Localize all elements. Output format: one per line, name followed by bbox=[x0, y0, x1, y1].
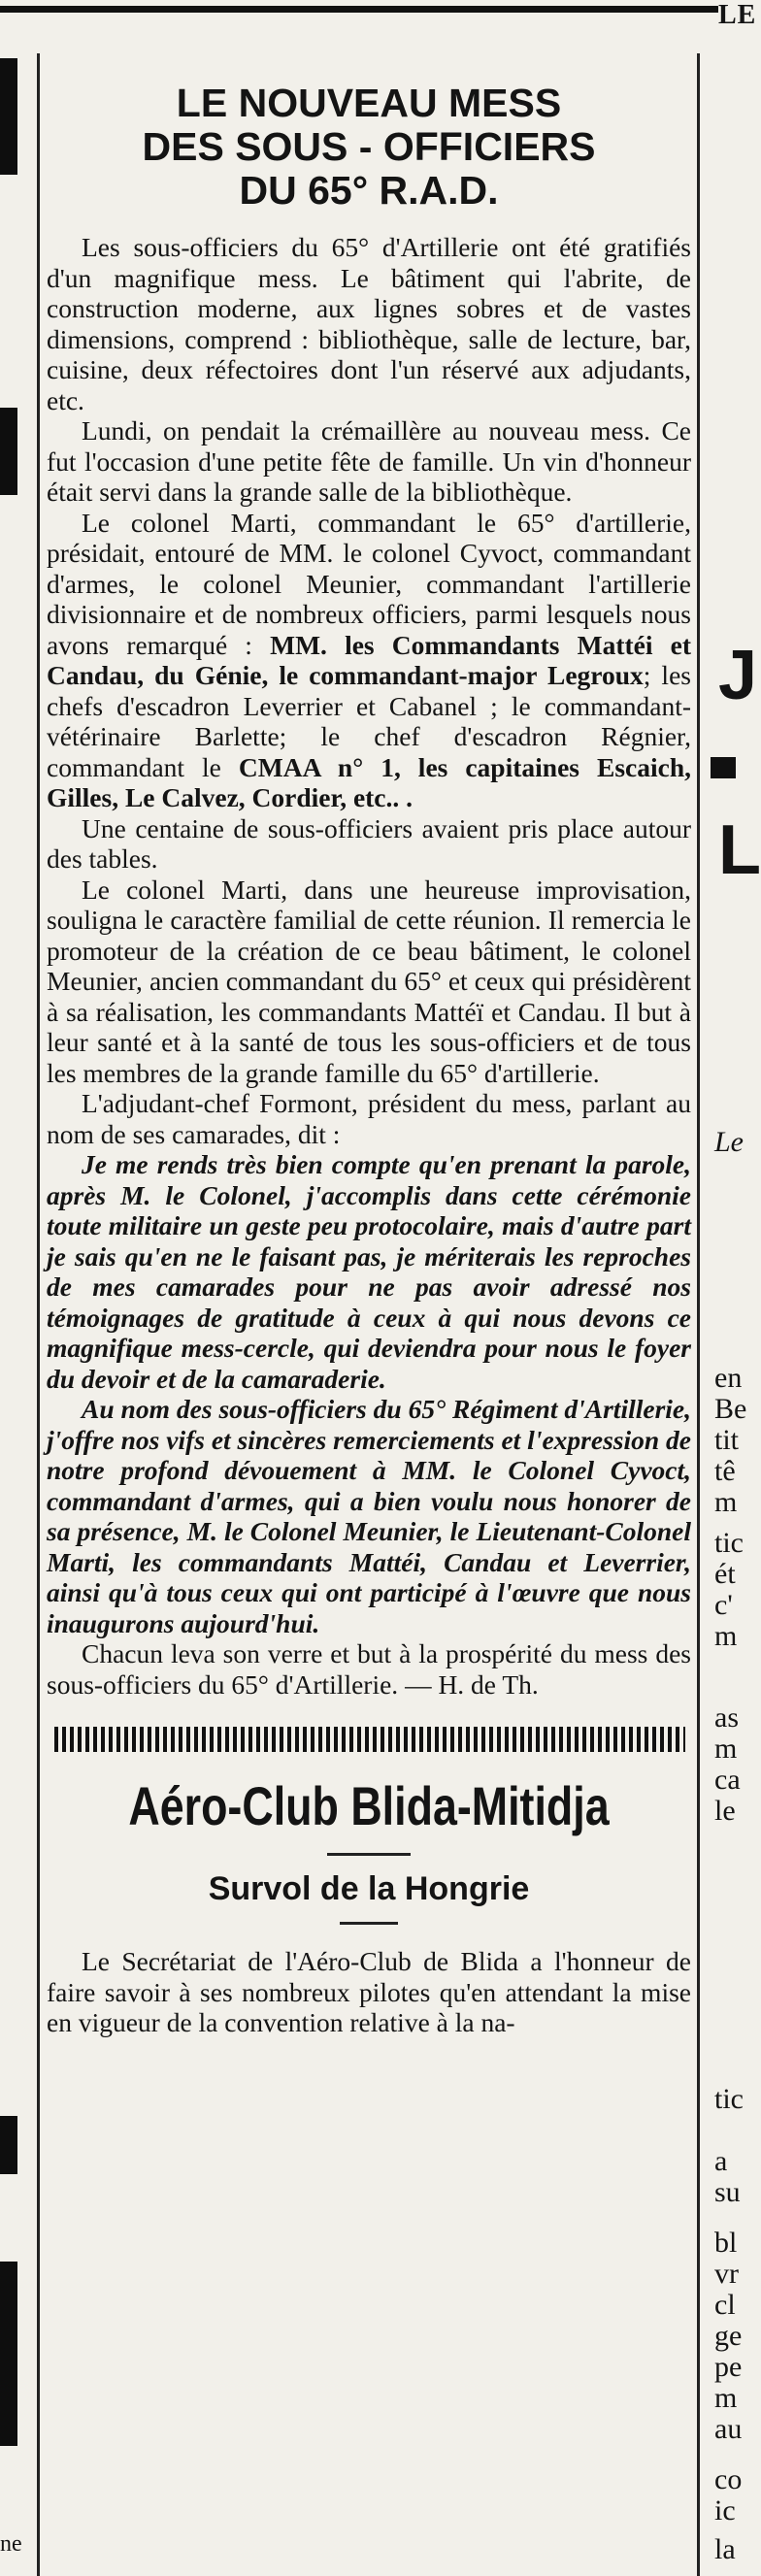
club-subtitle: Survol de la Hongrie bbox=[208, 1870, 530, 1907]
edge-text-fragment: c' bbox=[714, 1589, 733, 1621]
headline-line: DES SOUS - OFFICIERS bbox=[142, 124, 596, 169]
article-paragraph: Lundi, on pendait la crémaillère au nouveau mess. Ce fut l'occasion d'une petite fête de famille. Un vin d'honneur était servi dans la grande salle de la bibliothèque. bbox=[47, 415, 691, 507]
club-title: Aéro-Club Blida-Mitidja bbox=[128, 1775, 610, 1836]
headline-line: LE NOUVEAU MESS bbox=[176, 81, 562, 125]
edge-text-fragment: Le bbox=[714, 1126, 744, 1158]
left-margin-strip bbox=[0, 0, 21, 2576]
paragraph-text: ; les chefs d'escadron Leverrier et Cabanel ; le commandant-vétérinaire Barlette; le chef d'escadron Régnier, commandant le bbox=[47, 660, 691, 782]
adjacent-column-fragments bbox=[703, 0, 761, 2576]
edge-text-fragment: m bbox=[714, 1486, 738, 1518]
article-body bbox=[47, 232, 691, 1700]
column-rule-right bbox=[697, 53, 700, 2576]
article-paragraph: Les sous-officiers du 65° d'Artillerie ont été gratifiés d'un magnifique mess. Le bâtiment qui l'abrite, de construction moderne, aux lignes sobres et de vastes dimensions, comprend : bibliothèque, salle de lecture, bar, cuisine, deux réfectoires dont l'un réservé aux adjudants, etc. bbox=[47, 232, 691, 415]
subtitle-rule bbox=[340, 1922, 398, 1925]
article-headline bbox=[47, 82, 691, 213]
article-paragraph: Une centaine de sous-officiers avaient pris place autour des tables. bbox=[47, 812, 691, 874]
title-rule bbox=[327, 1853, 411, 1856]
edge-text-fragment: ic bbox=[714, 2494, 736, 2526]
left-edge-bar bbox=[0, 408, 17, 495]
article-paragraph: Le Secrétariat de l'Aéro-Club de Blida a l'honneur de faire savoir à ses nombreux pilotes qu'en attendant la mise en vigueur de la convention relative à la na- bbox=[47, 1946, 691, 2037]
edge-text-fragment: tit bbox=[714, 1424, 740, 1456]
speech-quote: Je me rends très bien compte qu'en prenant la parole, après M. le Colonel, j'accomplis dans cette cérémonie toute militaire un geste peu protocolaire, mais d'autre part je sais qu'en ne le faisant pas, je mériterais les reproches de mes camarades pour ne pas avoir adressé nos témoignages de gratitude à ceux à qui nous devons ce magnifique mess-cercle, qui deviendra pour nous le foyer du devoir et de la camaraderie. bbox=[47, 1149, 691, 1394]
adjacent-column-header-fragment: LE bbox=[718, 0, 757, 30]
top-rule bbox=[0, 6, 718, 13]
edge-text-fragment: Be bbox=[714, 1393, 747, 1425]
article-paragraph: L'adjudant-chef Formont, président du mess, parlant au nom de ses camarades, dit : bbox=[47, 1088, 691, 1149]
paragraph-text: Chacun leva son verre et but à la prospérité du mess des sous-officiers du 65° d'Artillerie. bbox=[47, 1638, 691, 1700]
left-edge-bar bbox=[0, 2262, 17, 2446]
edge-text-fragment: J bbox=[718, 637, 758, 714]
column-rule-left bbox=[37, 53, 40, 2576]
edge-text-fragment: m bbox=[714, 1733, 738, 1765]
edge-text-fragment: en bbox=[714, 1362, 743, 1394]
edge-text-fragment: m bbox=[714, 2382, 738, 2414]
edge-text-fragment: tê bbox=[714, 1455, 736, 1487]
edge-text-fragment: a bbox=[714, 2145, 728, 2177]
edge-text-fragment: co bbox=[714, 2463, 743, 2495]
edge-text-fragment: pe bbox=[714, 2351, 743, 2383]
newspaper-column bbox=[47, 60, 691, 2038]
section-separator bbox=[54, 1727, 685, 1752]
left-edge-bar bbox=[0, 58, 17, 175]
edge-text-fragment: la bbox=[714, 2533, 736, 2565]
article-paragraph bbox=[47, 1638, 691, 1700]
edge-text-fragment: le bbox=[714, 1795, 736, 1827]
headline-line: DU 65° R.A.D. bbox=[239, 168, 499, 213]
edge-text-fragment: tic bbox=[714, 1527, 744, 1559]
paragraph-text: Le colonel Marti, commandant le 65° d'artillerie, présidait, entouré de MM. le colonel Cyvoct, commandant d'armes, le colonel Meunier, commandant l'artillerie divisionnaire et de nombreux officiers, parmi lesquels nous avons remarqué : bbox=[47, 507, 691, 660]
bold-names: CMAA n° 1, les capitaines Escaich, Gilles, Le Calvez, Cordier, etc.. . bbox=[47, 751, 692, 812]
edge-text-fragment: ca bbox=[714, 1764, 741, 1796]
edge-text-fragment: m bbox=[714, 1620, 738, 1652]
edge-text-fragment: as bbox=[714, 1701, 739, 1734]
edge-text-fragment: su bbox=[714, 2176, 741, 2208]
left-edge-bar bbox=[0, 2116, 17, 2174]
edge-text-fragment: L bbox=[718, 811, 761, 889]
article-paragraph bbox=[47, 508, 691, 813]
article-paragraph: Le colonel Marti, dans une heureuse improvisation, souligna le caractère familial de cette réunion. Il remercia le promoteur de la création de ce beau bâtiment, le colonel Meunier, ancien commandant du 65° et ceux qui présidèrent à sa réalisation, les commandants Mattéï et Candau. Il but à leur santé et à la santé de tous les sous-officiers et de tous les membres de la grande famille du 65° d'artillerie. bbox=[47, 874, 691, 1088]
speech-quote: Au nom des sous-officiers du 65° Régiment d'Artillerie, j'offre nos vifs et sincères remerciements et l'expression de notre profond dévouement à MM. le Colonel Cyvoct, commandant d'armes, qui a bien voulu nous honorer de sa présence, M. le Colonel Meunier, le Lieutenant-Colonel Marti, les commandants Mattéi, Candau et Leverrier, ainsi qu'à tous ceux qui ont participé à l'œuvre que nous inaugurons aujourd'hui. bbox=[47, 1394, 691, 1638]
bold-names: MM. les Commandants Mattéi et Candau, du Génie, le commandant-major Legroux bbox=[47, 629, 692, 690]
edge-text-fragment: ge bbox=[714, 2320, 743, 2352]
edge-text-fragment: cl bbox=[714, 2289, 736, 2321]
edge-text-fragment: au bbox=[714, 2413, 743, 2445]
club-body bbox=[47, 1946, 691, 2038]
edge-text-fragment: bl bbox=[714, 2227, 738, 2259]
edge-text-fragment: tic bbox=[714, 2083, 744, 2115]
edge-rule-fragment bbox=[711, 757, 736, 778]
article-signature: — H. de Th. bbox=[398, 1668, 539, 1700]
edge-text-fragment: vr bbox=[714, 2258, 739, 2290]
left-edge-text-fragment: ne bbox=[0, 2531, 22, 2557]
edge-text-fragment: ét bbox=[714, 1558, 736, 1590]
